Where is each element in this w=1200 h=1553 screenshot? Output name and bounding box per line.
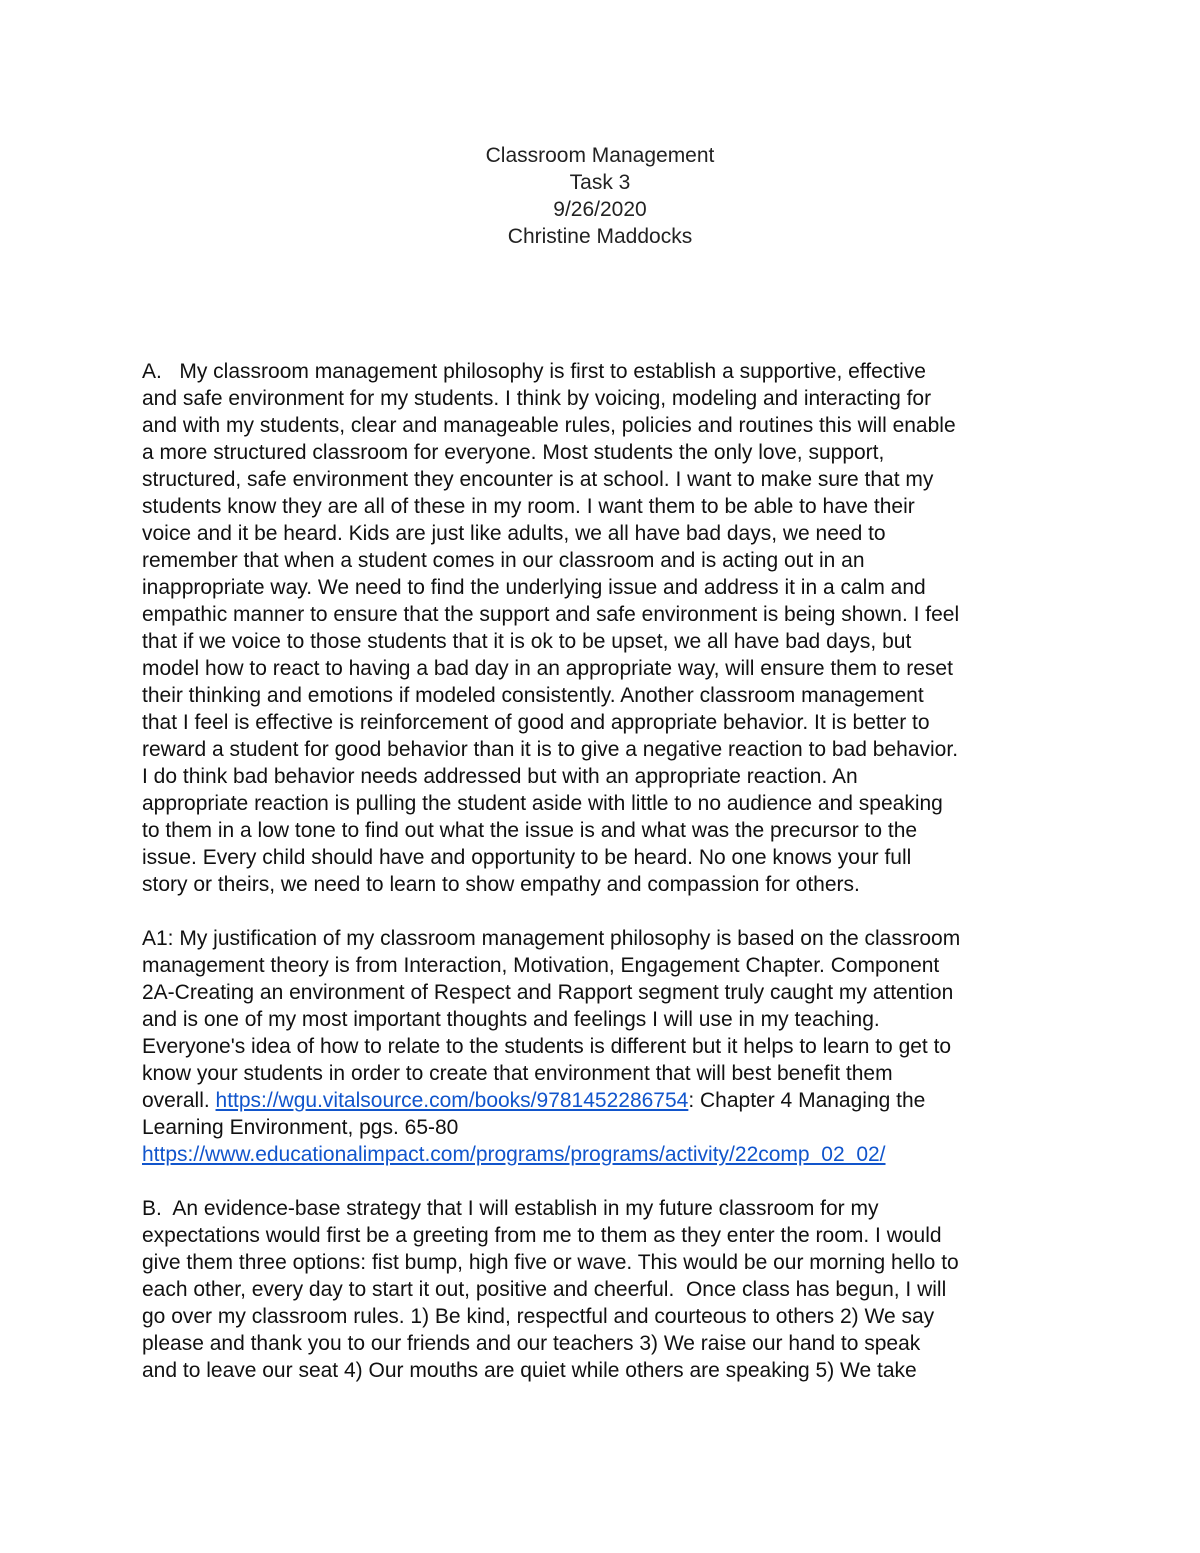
section-a-line: story or theirs, we need to learn to show empathy and compassion for others. (142, 873, 860, 896)
section-a1-line: Learning Environment, pgs. 65-80 (142, 1116, 459, 1139)
section-a-line: appropriate reaction is pulling the student aside with little to no audience and speaking (142, 792, 943, 815)
section-a1-line: know your students in order to create that environment that will best benefit them (142, 1062, 893, 1085)
section-b-line: give them three options: fist bump, high five or wave. This would be our morning hello to (142, 1251, 959, 1274)
section-b (142, 1195, 1072, 1384)
section-a1-line: 2A-Creating an environment of Respect and Rapport segment truly caught my attention (142, 981, 954, 1004)
section-a1-link2-line (142, 1141, 1072, 1168)
section-a1-link-line (142, 1087, 1072, 1114)
task-label: Task 3 (569, 171, 631, 194)
section-a-line: empathic manner to ensure that the support and safe environment is being shown. I feel (142, 603, 960, 626)
section-b-line: each other, every day to start it out, positive and cheerful. Once class has begun, I will (142, 1278, 947, 1301)
section-a-line: I do think bad behavior needs addressed but with an appropriate reaction. An (142, 765, 858, 788)
section-a-line: inappropriate way. We need to find the underlying issue and address it in a calm and (142, 576, 926, 599)
section-a-line: their thinking and emotions if modeled consistently. Another classroom management (142, 684, 924, 707)
section-a-line: remember that when a student comes in our classroom and is acting out in an (142, 549, 865, 572)
overall-text: overall. (142, 1089, 216, 1112)
vitalsource-link[interactable]: https://wgu.vitalsource.com/books/9781452286754 (215, 1089, 689, 1112)
section-b-line: expectations would first be a greeting from me to them as they enter the room. I would (142, 1224, 942, 1247)
section-a-line: structured, safe environment they encounter is at school. I want to make sure that my (142, 468, 934, 491)
paragraph-gap (142, 898, 1072, 925)
section-a-line: that I feel is effective is reinforcement of good and appropriate behavior. It is better to (142, 711, 930, 734)
section-b-line: B. An evidence-base strategy that I will establish in my future classroom for my (142, 1197, 879, 1220)
section-a-line: and safe environment for my students. I think by voicing, modeling and interacting for (142, 387, 932, 410)
section-a1-line: management theory is from Interaction, Motivation, Engagement Chapter. Component (142, 954, 940, 977)
section-a-line: model how to react to having a bad day in an appropriate way, will ensure them to reset (142, 657, 953, 680)
author-name: Christine Maddocks (507, 225, 693, 248)
section-a1-line: A1: My justification of my classroom management philosophy is based on the classroom (142, 927, 961, 950)
educational-impact-link[interactable]: https://www.educationalimpact.com/programs/programs/activity/22comp_02_02/ (142, 1143, 886, 1166)
section-a1-line: Everyone's idea of how to relate to the students is different but it helps to learn to get to (142, 1035, 952, 1058)
title-block (0, 142, 1200, 250)
document-body (142, 358, 1072, 1384)
section-a-line: students know they are all of these in my room. I want them to be able to have their (142, 495, 915, 518)
section-a-line: voice and it be heard. Kids are just like adults, we all have bad days, we need to (142, 522, 886, 545)
chapter-reference-text: : Chapter 4 Managing the (688, 1089, 926, 1112)
section-a-line: issue. Every child should have and opportunity to be heard. No one knows your full (142, 846, 912, 869)
document-date: 9/26/2020 (553, 198, 647, 221)
paragraph-gap (142, 1168, 1072, 1195)
section-a-line: that if we voice to those students that it is ok to be upset, we all have bad days, but (142, 630, 912, 653)
section-a-line: a more structured classroom for everyone. Most students the only love, support, (142, 441, 885, 464)
section-a-line: reward a student for good behavior than it is to give a negative reaction to bad behavior. (142, 738, 959, 761)
section-a-line: A. My classroom management philosophy is first to establish a supportive, effective (142, 360, 926, 383)
section-a1 (142, 925, 1072, 1168)
document-title: Classroom Management (485, 144, 715, 167)
section-a1-line: and is one of my most important thoughts and feelings I will use in my teaching. (142, 1008, 880, 1031)
section-a-line: to them in a low tone to find out what the issue is and what was the precursor to the (142, 819, 918, 842)
section-b-line: go over my classroom rules. 1) Be kind, respectful and courteous to others 2) We say (142, 1305, 935, 1328)
section-b-line: please and thank you to our friends and our teachers 3) We raise our hand to speak (142, 1332, 921, 1355)
section-b-line: and to leave our seat 4) Our mouths are quiet while others are speaking 5) We take (142, 1359, 917, 1382)
section-a (142, 358, 1072, 898)
section-a-line: and with my students, clear and manageable rules, policies and routines this will enable (142, 414, 956, 437)
